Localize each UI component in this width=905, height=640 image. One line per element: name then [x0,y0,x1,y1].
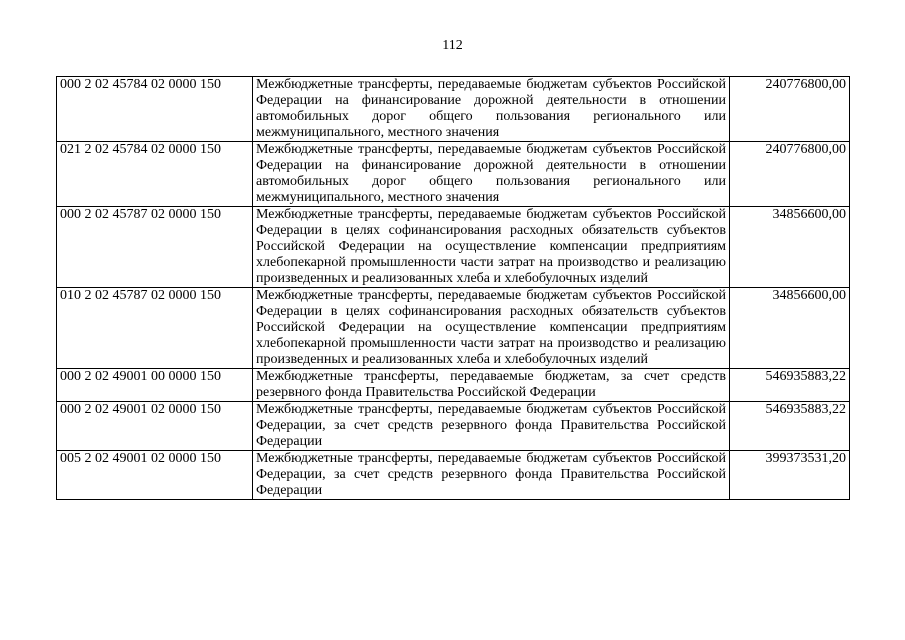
budget-classification-code: 000 2 02 49001 02 0000 150 [57,402,253,451]
amount-value: 34856600,00 [730,288,850,369]
revenue-description: Межбюджетные трансферты, передаваемые бюджетам субъектов Российской Федерации в целях софинансирования расходных обязательств субъектов Российской Федерации на осуществление компенсации предприятиям хлебопекарной промышленности части затрат на производство и реализацию произведенных и реализованных хлеба и хлебобулочных изделий [253,288,730,369]
budget-classification-code: 021 2 02 45784 02 0000 150 [57,142,253,207]
table-row [57,142,850,207]
page-number: 112 [442,38,463,53]
budget-classification-code: 000 2 02 49001 00 0000 150 [57,369,253,402]
budget-classification-code: 010 2 02 45787 02 0000 150 [57,288,253,369]
amount-value: 546935883,22 [730,402,850,451]
revenue-description: Межбюджетные трансферты, передаваемые бюджетам субъектов Российской Федерации, за счет средств резервного фонда Правительства Российской Федерации [253,451,730,500]
revenue-description: Межбюджетные трансферты, передаваемые бюджетам субъектов Российской Федерации на финансирование дорожной деятельности в отношении автомобильных дорог общего пользования регионального или межмуниципального, местного значения [253,77,730,142]
budget-revenue-table [56,76,850,500]
table-row [57,77,850,142]
amount-value: 546935883,22 [730,369,850,402]
revenue-description: Межбюджетные трансферты, передаваемые бюджетам субъектов Российской Федерации в целях софинансирования расходных обязательств субъектов Российской Федерации на осуществление компенсации предприятиям хлебопекарной промышленности части затрат на производство и реализацию произведенных и реализованных хлеба и хлебобулочных изделий [253,207,730,288]
budget-classification-code: 000 2 02 45787 02 0000 150 [57,207,253,288]
amount-value: 240776800,00 [730,77,850,142]
amount-value: 34856600,00 [730,207,850,288]
revenue-description: Межбюджетные трансферты, передаваемые бюджетам, за счет средств резервного фонда Правительства Российской Федерации [253,369,730,402]
revenue-description: Межбюджетные трансферты, передаваемые бюджетам субъектов Российской Федерации на финансирование дорожной деятельности в отношении автомобильных дорог общего пользования регионального или межмуниципального, местного значения [253,142,730,207]
amount-value: 399373531,20 [730,451,850,500]
amount-value: 240776800,00 [730,142,850,207]
table-row [57,288,850,369]
table-row [57,207,850,288]
budget-classification-code: 005 2 02 49001 02 0000 150 [57,451,253,500]
table-row [57,369,850,402]
revenue-description: Межбюджетные трансферты, передаваемые бюджетам субъектов Российской Федерации, за счет средств резервного фонда Правительства Российской Федерации [253,402,730,451]
table-row [57,451,850,500]
table-row [57,402,850,451]
budget-classification-code: 000 2 02 45784 02 0000 150 [57,77,253,142]
